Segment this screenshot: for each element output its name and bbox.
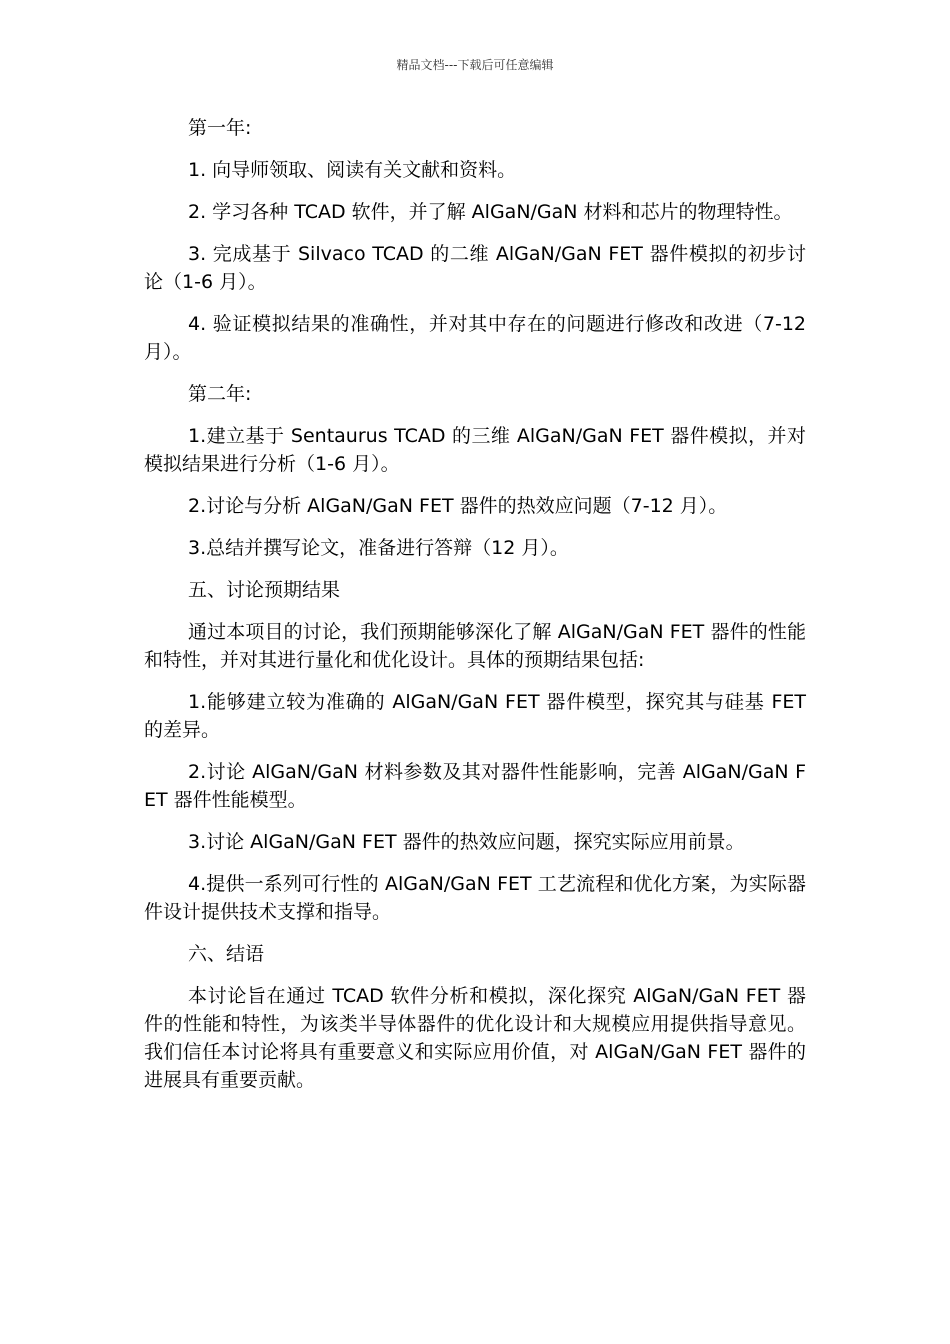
- expected-result-2: 2.讨论 AlGaN/GaN 材料参数及其对器件性能影响，完善 AlGaN/GaN FET 器件性能模型。: [144, 761, 806, 811]
- year-one-item-4: 4. 验证模拟结果的准确性，并对其中存在的问题进行修改和改进（7-12 月）。: [144, 313, 806, 363]
- expected-result-1: 1.能够建立较为准确的 AlGaN/GaN FET 器件模型，探究其与硅基 FET 的差异。: [144, 691, 806, 741]
- year-one-item-3: 3. 完成基于 Silvaco TCAD 的二维 AlGaN/GaN FET 器件模拟的初步讨论（1-6 月）。: [144, 243, 806, 293]
- year-two-heading: 第二年:: [188, 383, 252, 405]
- expected-results-intro: 通过本项目的讨论，我们预期能够深化了解 AlGaN/GaN FET 器件的性能和特性，并对其进行量化和优化设计。具体的预期结果包括:: [144, 621, 806, 671]
- year-one-heading: 第一年:: [188, 117, 252, 139]
- year-one-item-1: 1. 向导师领取、阅读有关文献和资料。: [188, 159, 517, 181]
- year-two-item-2: 2.讨论与分析 AlGaN/GaN FET 器件的热效应问题（7-12 月）。: [188, 495, 728, 517]
- conclusion-paragraph: 本讨论旨在通过 TCAD 软件分析和模拟，深化探究 AlGaN/GaN FET 器件的性能和特性，为该类半导体器件的优化设计和大规模应用提供指导意见。我们信任本讨论将具有重要意义和实际应用价值，对 AlGaN/GaN FET 器件的进展具有重要贡献。: [144, 985, 806, 1091]
- document-body: [144, 114, 806, 1108]
- year-two-item-1: 1.建立基于 Sentaurus TCAD 的三维 AlGaN/GaN FET 器件模拟，并对模拟结果进行分析（1-6 月）。: [144, 425, 806, 475]
- section-six-heading: 六、结语: [188, 943, 265, 965]
- section-five-heading: 五、讨论预期结果: [188, 579, 341, 601]
- expected-result-4: 4.提供一系列可行性的 AlGaN/GaN FET 工艺流程和优化方案，为实际器件设计提供技术支撑和指导。: [144, 873, 806, 923]
- expected-result-3: 3.讨论 AlGaN/GaN FET 器件的热效应问题，探究实际应用前景。: [188, 831, 745, 853]
- year-one-item-2: 2. 学习各种 TCAD 软件，并了解 AlGaN/GaN 材料和芯片的物理特性。: [188, 201, 793, 223]
- year-two-item-3: 3.总结并撰写论文，准备进行答辩（12 月）。: [188, 537, 569, 559]
- page-header: 精品文档---下载后可任意编辑: [396, 58, 554, 72]
